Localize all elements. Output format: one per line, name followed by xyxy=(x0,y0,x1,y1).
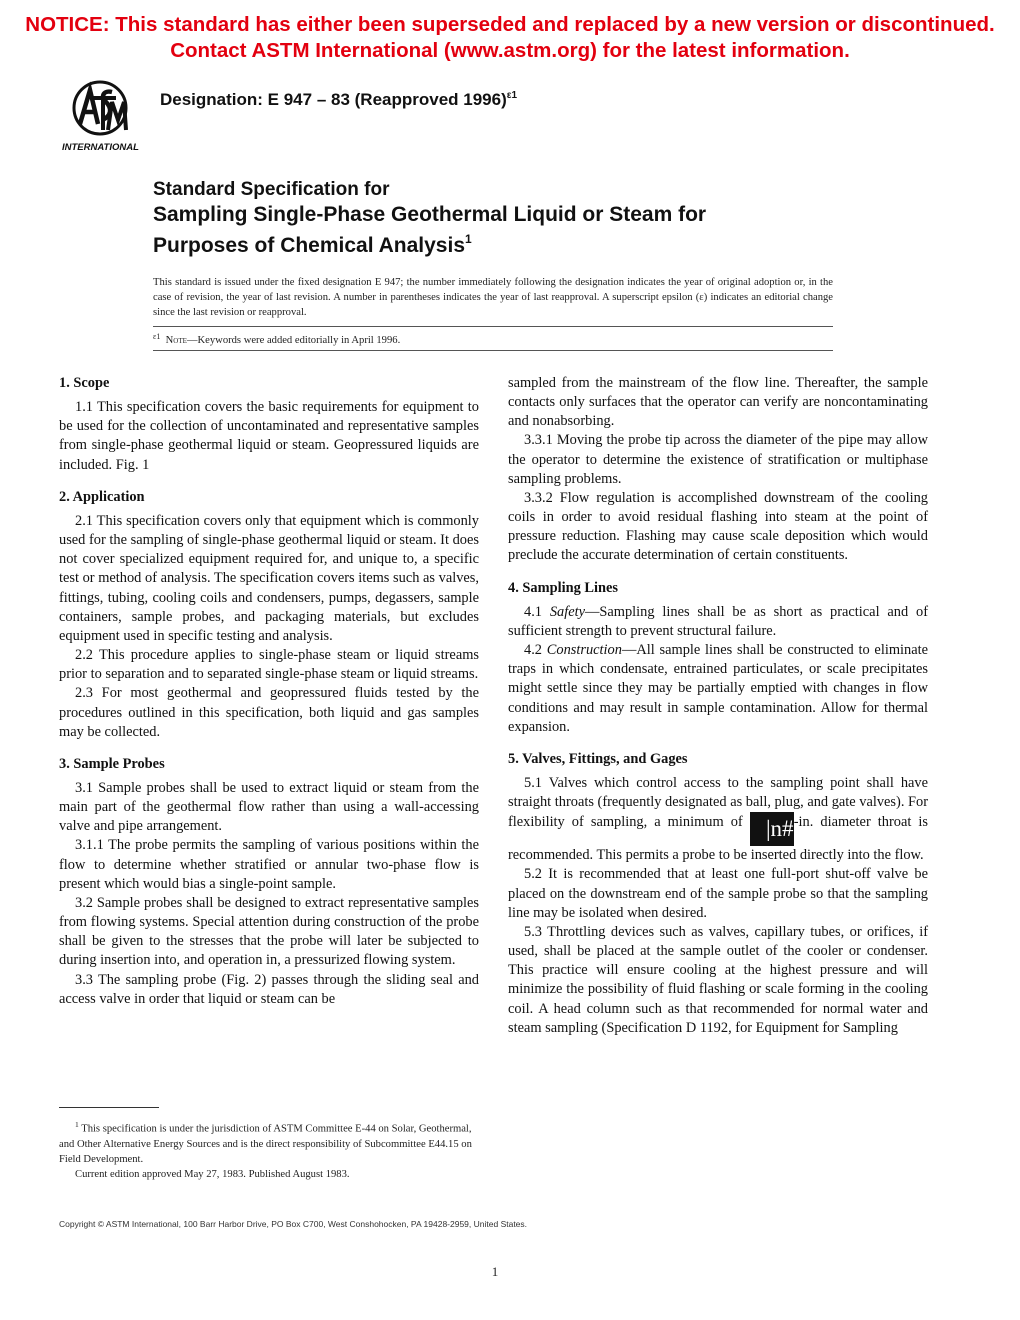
epsilon-mark: ε1 xyxy=(153,332,161,341)
paragraph-4-1-number: 4.1 xyxy=(524,603,542,620)
divider-top xyxy=(153,326,833,327)
missing-fraction-glyph: |n# xyxy=(750,812,794,846)
logo-text: INTERNATIONAL xyxy=(62,142,139,152)
paragraph-4-2-label: Construction xyxy=(546,642,622,659)
title-line-3-wrap xyxy=(153,227,853,258)
right-column xyxy=(508,374,928,1038)
notice-line-1: NOTICE: This standard has either been superseded and replaced by a new version or discontinued. xyxy=(25,13,995,36)
paragraph-3-2: 3.2 Sample probes shall be designed to extract representative samples from flowing systems. Special attention during construction of the probe shall be given to the stresses that the probe will later be subjected to during insertion into, and operation in, a pressurized flowing system. xyxy=(59,894,479,969)
paragraph-3-3: 3.3 The sampling probe (Fig. 2) passes through the sliding seal and access valve in order that liquid or steam can be xyxy=(59,971,479,1007)
paragraph-3-3-1: 3.3.1 Moving the probe tip across the diameter of the pipe may allow the operator to determine the existence of stratification or multiphase sampling problems. xyxy=(508,432,928,487)
footnote-divider xyxy=(59,1107,159,1108)
paragraph-5-1-part-a: 5.1 Valves which control access to the sampling point shall have straight throats (frequently designated as ball, plug, and gate valves). For flexibility of sampling, a minimum of xyxy=(508,774,929,831)
epsilon-note-text: —Keywords were added editorially in April 1996. xyxy=(186,335,401,346)
paragraph-5-1 xyxy=(508,774,928,865)
issuance-statement: This standard is issued under the fixed designation E 947; the number immediately following the designation indicates the year of original adoption or, in the case of revision, the year of last revision. A number in parentheses indicates the year of last reapproval. A superscript epsilon (ε) indicates an editorial change since the last revision or reapproval. xyxy=(153,277,833,318)
footnote-text: This specification is under the jurisdiction of ASTM Committee E-44 on Solar, Geothermal, and Other Alternative Energy Sources and is the direct responsibility of Subcommittee E44.15 on Field Development. xyxy=(59,1123,472,1165)
left-column xyxy=(59,374,479,1009)
paragraph-3-1: 3.1 Sample probes shall be used to extract liquid or steam from the main part of the geothermal flow rather than using a wall-accessing valve and pipe arrangement. xyxy=(59,779,479,835)
footnote xyxy=(59,1117,479,1182)
notice-line-2: Contact ASTM International (www.astm.org) for the latest information. xyxy=(170,39,850,62)
paragraph-3-1-1: 3.1.1 The probe permits the sampling of various positions within the flow to determine whether stratified or annular two-phase flow is present which would bias a single-point sample. xyxy=(59,837,479,892)
section-heading-application: 2. Application xyxy=(59,488,145,505)
title-line-2: Sampling Single-Phase Geothermal Liquid or Steam for xyxy=(153,203,707,226)
section-heading-valves: 5. Valves, Fittings, and Gages xyxy=(508,750,688,767)
paragraph-4-2 xyxy=(508,641,928,737)
designation-text: Designation: E 947 – 83 (Reapproved 1996) xyxy=(160,90,507,109)
paragraph-3-3-continued: sampled from the mainstream of the flow line. Thereafter, the sample contacts only surfaces that the operator can verify are noncontaminating and nonabsorbing. xyxy=(508,375,928,430)
divider-bottom xyxy=(153,350,833,351)
page-number: 1 xyxy=(491,1264,499,1279)
paragraph-3-3-2: 3.3.2 Flow regulation is accomplished downstream of the cooling coils in order to avoid residual flashing into steam at the point of pressure reduction. Flashing may cause scale deposition which would preclude the accurate determination of certain constituents. xyxy=(508,489,928,564)
paragraph-2-1: 2.1 This specification covers only that equipment which is commonly used for the sampling of single-phase geothermal liquid or steam. It does not cover specialized equipment required for, and unique to, a specific test or method of analysis. The specification covers items such as valves, fittings, tubing, cooling coils and condensers, pumps, degassers, sample containers, sample probes, and packaging materials, but excludes equipment used in specific testing and analysis. xyxy=(59,512,479,644)
designation-superscript: ε1 xyxy=(506,90,518,101)
paragraph-5-1-part-b: -in. diameter throat is recommended. This permits a probe to be inserted directly into the flow. xyxy=(508,814,929,864)
paragraph-2-3: 2.3 For most geothermal and geopressured fluids tested by the procedures outlined in this specification, both liquid and gas samples may be collected. xyxy=(59,685,479,740)
title-line-1: Standard Specification for xyxy=(153,179,390,200)
footnote-1 xyxy=(59,1117,479,1167)
paragraph-1-1: 1.1 This specification covers the basic requirements for equipment to be used for the collection of uncontaminated and representative samples from single-phase geothermal liquid or steam. Geopressured liquids are included. Fig. 1 xyxy=(59,399,479,473)
paragraph-4-1-label: Safety xyxy=(549,603,585,620)
epsilon-note xyxy=(153,332,400,346)
paragraph-4-1-text: —Sampling lines shall be as short as practical and of sufficient strength to prevent structural failure. xyxy=(508,603,928,639)
paragraph-4-2-number: 4.2 xyxy=(524,642,542,659)
copyright-line: Copyright © ASTM International, 100 Barr Harbor Drive, PO Box C700, West Conshohocken, PA 19428-2959, United States. xyxy=(59,1219,528,1229)
section-heading-scope: 1. Scope xyxy=(59,375,110,391)
title-footnote-mark: 1 xyxy=(465,232,472,246)
footnote-mark: 1 xyxy=(75,1120,79,1129)
section-heading-sampling-lines: 4. Sampling Lines xyxy=(508,579,618,596)
paragraph-4-2-text: —All sample lines shall be constructed to eliminate traps in which condensate, entrained particulates, or scale precipitates might settle since they may be partially emptied with changes in flow conditions and may result in sample contamination. Allow for thermal expansion. xyxy=(508,642,928,735)
epsilon-note-label: Note xyxy=(165,335,187,346)
title-line-3: Purposes of Chemical Analysis xyxy=(153,234,465,257)
paragraph-5-2: 5.2 It is recommended that at least one full-port shut-off valve be placed on the downstream end of the sample probe so that the sampling line may be isolated when desired. xyxy=(508,866,928,921)
paragraph-4-1 xyxy=(508,603,928,641)
notice-banner xyxy=(0,12,1020,64)
paragraph-5-3: 5.3 Throttling devices such as valves, capillary tubes, or orifices, if used, shall be placed at the sample outlet of the cooler or condenser. This practice will ensure cooling at the highest pressure and will minimize the possibility of fluid flashing or scale forming in the cooling coil. A head column such as that recommended for normal water and steam sampling (Specification D 1192, for Equipment for Sampling xyxy=(508,923,928,1036)
footnote-edition: Current edition approved May 27, 1983. Published August 1983. xyxy=(75,1168,350,1180)
section-heading-sample-probes: 3. Sample Probes xyxy=(59,755,165,772)
designation xyxy=(160,90,517,110)
document-title xyxy=(153,178,853,258)
astm-logo xyxy=(60,80,146,152)
paragraph-2-2: 2.2 This procedure applies to single-phase steam or liquid streams prior to separation and to separated single-phase steam or liquid streams. xyxy=(59,647,479,683)
